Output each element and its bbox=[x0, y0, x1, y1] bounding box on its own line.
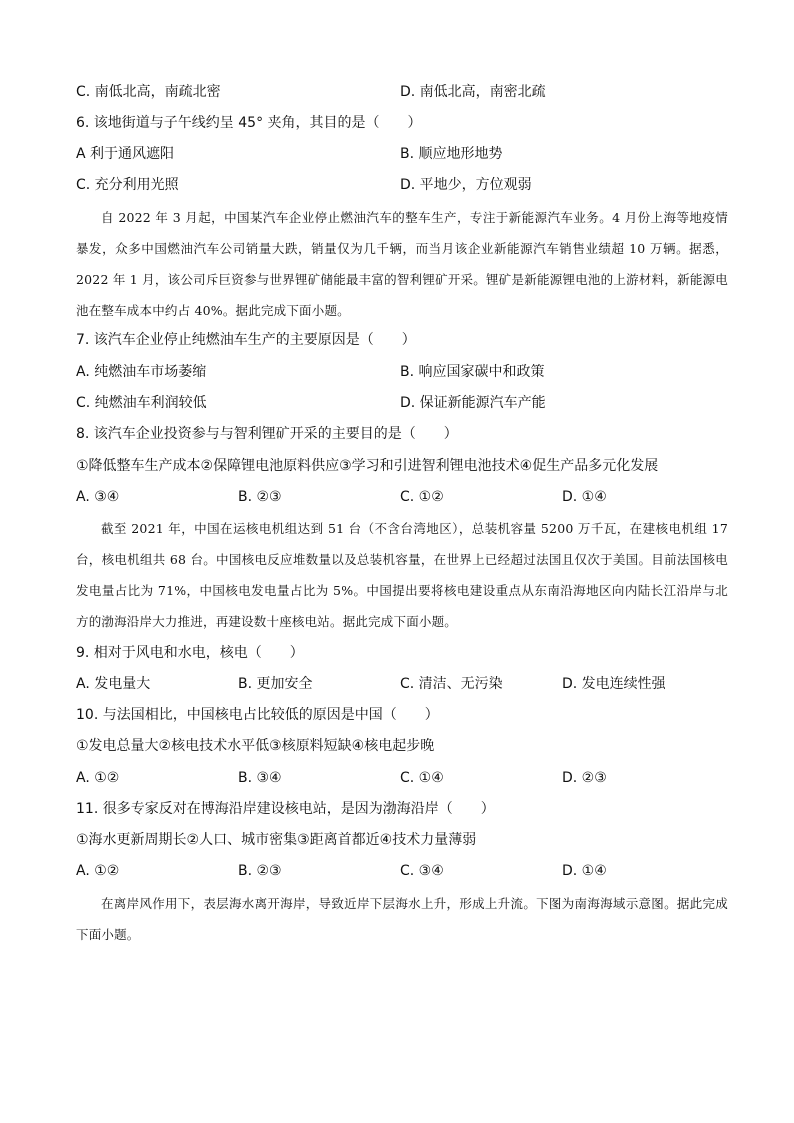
q6-stem: 6. 该地街道与子午线约呈 45° 夹角，其目的是（ ） bbox=[76, 115, 422, 131]
q7-option-b: B. 响应国家碳中和政策 bbox=[400, 364, 545, 380]
q8-stem: 8. 该汽车企业投资参与与智利锂矿开采的主要目的是（ ） bbox=[76, 426, 458, 442]
q7-options-row-2 bbox=[76, 393, 728, 413]
q11-options-row bbox=[76, 861, 728, 881]
passage-ev-automaker: 自 2022 年 3 月起，中国某汽车企业停止燃油汽车的整车生产，专注于新能源汽车业务。4 月份上海等地疫情暴发，众多中国燃油汽车公司销量大跌，销量仅为几千辆，而当月该企业新能源汽车销售业绩超 10 万辆。据悉，2022 年 1 月，该公司斥巨资参与世界锂矿储能最丰富的智利锂矿开采。锂矿是新能源锂电池的上游材料，新能源电池在整车成本中约占 40%。据此完成下面小题。 bbox=[76, 210, 728, 318]
q9-option-d: D. 发电连续性强 bbox=[562, 676, 666, 692]
q6-option-a: A 利于通风遮阳 bbox=[76, 146, 175, 162]
q11-option-d: D. ①④ bbox=[562, 863, 607, 879]
q6-option-d: D. 平地少，方位观弱 bbox=[400, 177, 532, 193]
q9-options-row bbox=[76, 674, 728, 694]
q9-option-b: B. 更加安全 bbox=[238, 676, 313, 692]
q7-options-row-1 bbox=[76, 362, 728, 382]
q11-option-a: A. ①② bbox=[76, 863, 120, 879]
q7-option-c: C. 纯燃油车利润较低 bbox=[76, 395, 207, 411]
q6-options-row-2 bbox=[76, 175, 728, 195]
q7-option-a: A. 纯燃油车市场萎缩 bbox=[76, 364, 207, 380]
q5-options-row bbox=[76, 82, 728, 102]
q6-option-b: B. 顺应地形地势 bbox=[400, 146, 503, 162]
q10-options-row bbox=[76, 768, 728, 788]
q8-option-d: D. ①④ bbox=[562, 489, 607, 505]
q9-option-a: A. 发电量大 bbox=[76, 676, 151, 692]
passage-nuclear-power: 截至 2021 年，中国在运核电机组达到 51 台（不含台湾地区），总装机容量 5200 万千瓦，在建核电机组 17 台，核电机组共 68 台。中国核电反应堆数量以及总装机容量，在世界上已经超过法国且仅次于美国。目前法国核电发电量占比为 71%，中国核电发电量占比为 5%。中国提出要将核电建设重点从东南沿海地区向内陆长江沿岸与北方的渤海沿岸大力推进，再建设数十座核电站。据此完成下面小题。 bbox=[76, 521, 728, 629]
q10-items: ①发电总量大②核电技术水平低③核原料短缺④核电起步晚 bbox=[76, 738, 435, 754]
q11-option-b: B. ②③ bbox=[238, 863, 282, 879]
q6-options-row-1 bbox=[76, 144, 728, 164]
q6-option-c: C. 充分利用光照 bbox=[76, 177, 179, 193]
q8-option-c: C. ①② bbox=[400, 489, 444, 505]
q10-option-d: D. ②③ bbox=[562, 770, 607, 786]
q10-option-a: A. ①② bbox=[76, 770, 120, 786]
q9-stem: 9. 相对于风电和水电，核电（ ） bbox=[76, 645, 304, 661]
q11-items: ①海水更新周期长②人口、城市密集③距离首都近④技术力量薄弱 bbox=[76, 832, 477, 848]
q10-option-c: C. ①④ bbox=[400, 770, 444, 786]
q9-option-c: C. 清洁、无污染 bbox=[400, 676, 503, 692]
q10-option-b: B. ③④ bbox=[238, 770, 282, 786]
q7-stem: 7. 该汽车企业停止纯燃油车生产的主要原因是（ ） bbox=[76, 332, 416, 348]
q8-option-b: B. ②③ bbox=[238, 489, 282, 505]
q5-option-c: C. 南低北高，南疏北密 bbox=[76, 84, 221, 100]
q8-option-a: A. ③④ bbox=[76, 489, 120, 505]
q5-option-d: D. 南低北高，南密北疏 bbox=[400, 84, 546, 100]
q11-option-c: C. ③④ bbox=[400, 863, 444, 879]
passage-upwelling: 在离岸风作用下，表层海水离开海岸，导致近岸下层海水上升，形成上升流。下图为南海海域示意图。据此完成下面小题。 bbox=[76, 896, 728, 942]
q11-stem: 11. 很多专家反对在博海沿岸建设核电站，是因为渤海沿岸（ ） bbox=[76, 801, 495, 817]
q8-items: ①降低整车生产成本②保障锂电池原料供应③学习和引进智利锂电池技术④促生产品多元化发展 bbox=[76, 458, 659, 474]
q8-options-row bbox=[76, 487, 728, 507]
q7-option-d: D. 保证新能源汽车产能 bbox=[400, 395, 546, 411]
q10-stem: 10. 与法国相比，中国核电占比较低的原因是中国（ ） bbox=[76, 707, 439, 723]
